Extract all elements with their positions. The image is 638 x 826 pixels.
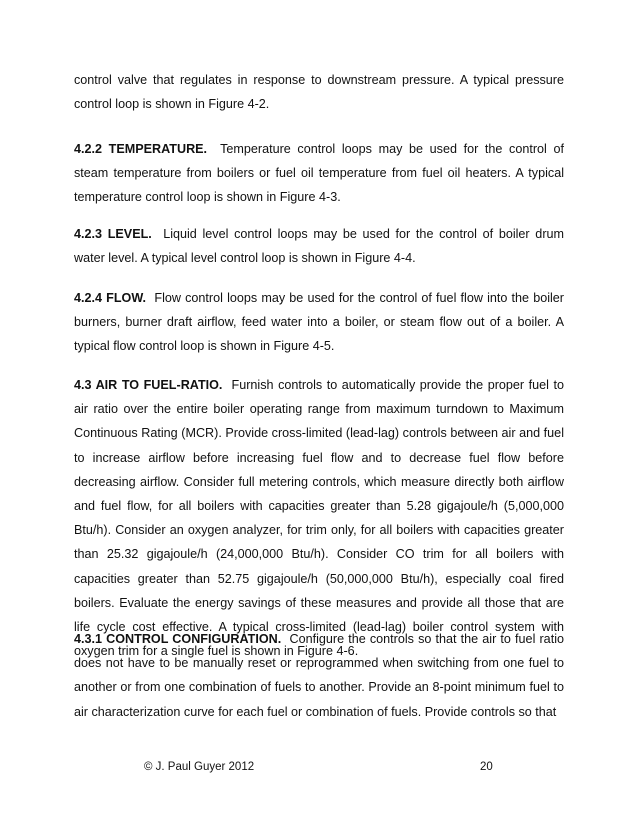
paragraph-control-configuration — [74, 627, 564, 724]
paragraph-text: Flow control loops may be used for the control of fuel flow into the boiler burners, burner draft airflow, feed water into a boiler, or steam flow out of a boiler. A typical flow control loop is shown in Figure 4-5. — [74, 291, 564, 354]
paragraph-flow — [74, 286, 564, 359]
paragraph-text: control valve that regulates in response to downstream pressure. A typical pressure control loop is shown in Figure 4-2. — [74, 73, 564, 112]
paragraph-pressure-continued — [74, 68, 564, 116]
paragraph-text: Temperature control loops may be used for the control of steam temperature from boilers or fuel oil temperature from fuel oil heaters. A typical temperature control loop is shown in Figure 4-3. — [74, 142, 564, 205]
section-heading-4-3-1: 4.3.1 CONTROL CONFIGURATION. — [74, 632, 282, 646]
footer-copyright: © J. Paul Guyer 2012 — [144, 761, 255, 773]
paragraph-temperature — [74, 137, 564, 210]
paragraph-level — [74, 222, 564, 270]
section-heading-4-3: 4.3 AIR TO FUEL-RATIO. — [74, 378, 223, 392]
paragraph-text: Configure the controls so that the air to fuel ratio does not have to be manually reset or reprogrammed when switching from one fuel to another or from one combination of fuels to another. Provide an 8-point minimum fuel to air characterization curve for each fuel or combination of fuels. Provide controls so that — [74, 632, 564, 719]
paragraph-text: Furnish controls to automatically provide the proper fuel to air ratio over the entire boiler operating range from maximum turndown to Maximum Continuous Rating (MCR). Provide cross-limited (lead-lag) controls between air and fuel to increase airflow before increasing fuel flow and to decrease fuel flow before decreasing airflow. Consider full metering controls, which measure directly both airflow and fuel flow, for all boilers with capacities greater than 5.28 gigajoule/h (5,000,000 Btu/h). Consider an oxygen analyzer, for trim only, for all boilers with capacities greater than 25.32 gigajoule/h (24,000,000 Btu/h). Consider CO trim for all boilers with capacities greater than 52.75 gigajoule/h (50,000,000 Btu/h), especially coal fired boilers. Evaluate the energy savings of these measures and provide all those that are life cycle cost effective. A typical cross-limited (lead-lag) boiler control system with oxygen trim for a single fuel is shown in Figure 4-6. — [74, 378, 564, 659]
paragraph-text: Liquid level control loops may be used for the control of boiler drum water level. A typical level control loop is shown in Figure 4-4. — [74, 227, 565, 266]
footer-page-number: 20 — [480, 761, 493, 773]
paragraph-air-to-fuel-ratio — [74, 373, 564, 663]
section-heading-4-2-4: 4.2.4 FLOW. — [74, 291, 147, 305]
section-heading-4-2-2: 4.2.2 TEMPERATURE. — [74, 142, 208, 156]
section-heading-4-2-3: 4.2.3 LEVEL. — [74, 227, 152, 241]
